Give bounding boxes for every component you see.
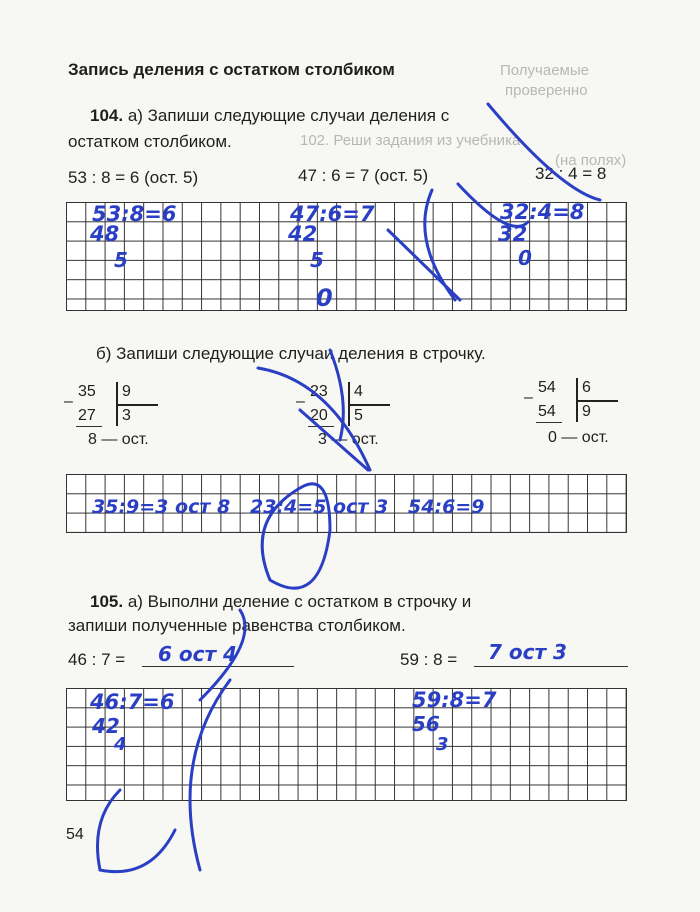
task-104-line-2: остатком столбиком. [68,132,232,151]
task-number: 104. [90,106,124,125]
hw-g5-row3: 4 [114,734,127,755]
hw-stray-zero: 0 [316,284,333,312]
bleed-line-2: проверенно [505,82,588,99]
task-104b-text: б) Запиши следующие случаи деления в строчку. [96,344,486,363]
hw-g2-row1: 47:6=7 [290,202,375,226]
task-number: 105. [90,592,124,611]
dividend: 23 [310,383,328,400]
hw-g5-row1: 46:7=6 [90,690,175,714]
hw-g6-row2: 56 [412,712,440,736]
hw-g2-row3: 5 [310,248,324,272]
task-text: а) Выполни деление с остатком в строчку и [127,592,472,611]
hw-g3-row2: 32 [498,222,528,246]
hw-g2-row2: 42 [288,222,318,246]
page-number: 54 [66,826,84,843]
task-text: а) Запиши следующие случаи деления с [127,106,450,125]
hw-g6-row1: 59:8=7 [412,688,497,712]
long-division-2: – 23 4 20 5 3 — ост. [296,382,406,452]
hw-ans2: 7 ост 3 [488,640,567,664]
hw-g3-row1: 32:4=8 [500,200,585,224]
hw-g1-row3: 5 [114,248,128,272]
answer-line-1[interactable] [142,666,294,667]
equation-3: 32 : 4 = 8 [535,164,607,183]
hw-g1-row2: 48 [90,222,120,246]
subtrahend: 27 [78,407,96,424]
dividend: 54 [538,379,556,396]
subtrahend: 54 [538,403,556,420]
equation-1: 53 : 8 = 6 (ост. 5) [68,168,199,187]
bleed-line-4: (на полях) [555,152,627,169]
equation-46-7: 46 : 7 = [68,650,126,669]
divisor: 6 [582,379,591,396]
long-division-3: – 54 6 54 9 0 — ост. [524,378,634,450]
page-heading: Запись деления с остатком столбиком [68,60,395,79]
task-104-line-1 [90,106,449,126]
equation-2: 47 : 6 = 7 (ост. 5) [298,166,429,185]
dividend: 35 [78,383,96,400]
remainder: 3 — ост. [318,431,379,448]
subtrahend: 20 [310,407,328,424]
bleed-line-1: Получаемые [500,62,589,79]
hw-g6-row3: 3 [436,734,449,755]
remainder: 0 — ост. [548,429,609,446]
hw-g1-row1: 53:8=6 [92,202,177,226]
hw-ans1: 6 ост 4 [158,642,237,666]
equation-59-8: 59 : 8 = [400,650,458,669]
hw-g3-row3: 0 [518,246,532,270]
long-division-1: – 35 9 27 3 8 — ост. [64,382,174,452]
divisor: 9 [122,383,131,400]
task-105-line-2: запиши полученные равенства столбиком. [68,616,406,635]
hw-g5-row2: 42 [92,714,120,738]
quotient: 5 [354,407,363,424]
hw-line-answers: 35:9=3 ост 8 23:4=5 ост 3 54:6=9 [92,496,485,518]
divisor: 4 [354,383,363,400]
bleed-line-3: 102. Реши задания из учебника [300,132,521,149]
remainder: 8 — ост. [88,431,149,448]
answer-line-2[interactable] [474,666,628,667]
quotient: 9 [582,403,591,420]
quotient: 3 [122,407,131,424]
task-105-line-1 [90,592,471,612]
